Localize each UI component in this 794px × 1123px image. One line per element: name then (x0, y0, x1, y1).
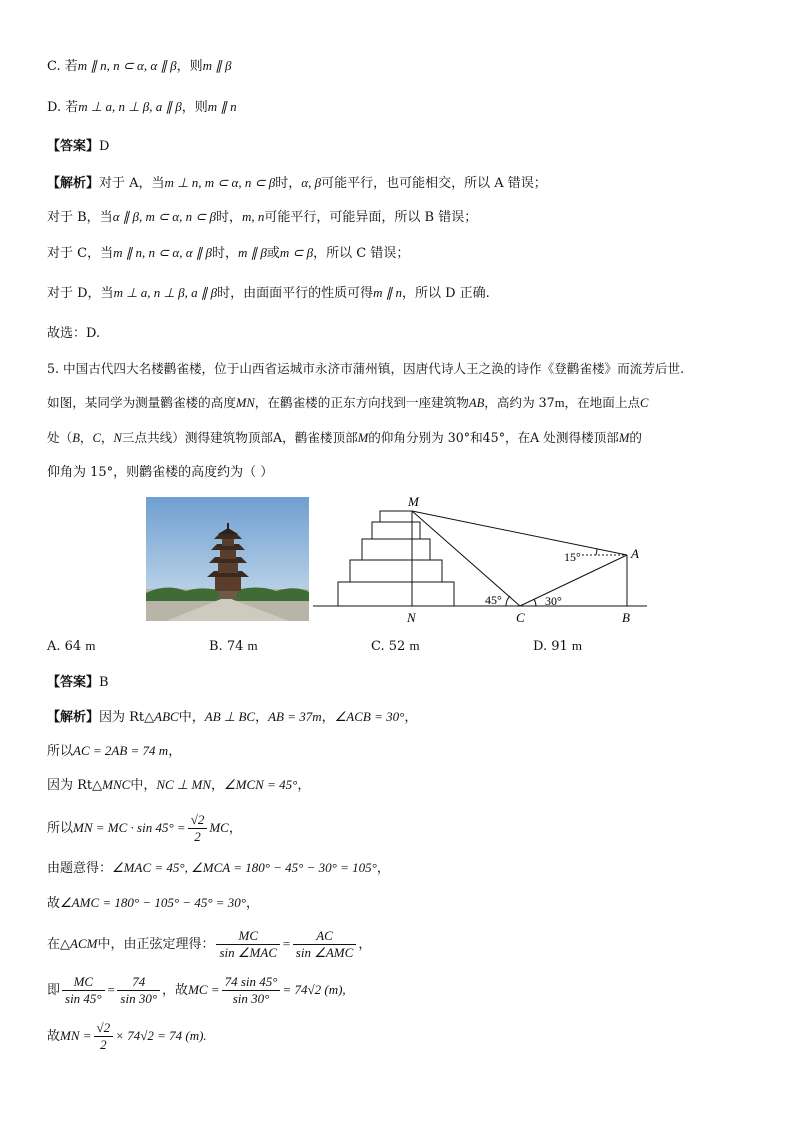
numerator: 74 sin 45° (222, 974, 281, 991)
fraction (293, 928, 357, 961)
text: 中， (178, 710, 205, 725)
math: m ∥ β (238, 245, 267, 260)
text: 在△ (47, 937, 70, 952)
math: m ∥ n, n ⊂ α, α ∥ β (113, 245, 212, 260)
q4-analysis-line-3 (47, 243, 409, 264)
math: M (618, 431, 630, 445)
option-d[interactable] (533, 638, 582, 654)
text: 仰角为 15°，则鹳雀楼的高度约为（ ） (47, 465, 274, 480)
angle-30: 30° (545, 594, 562, 608)
text: ，所以 D 正确. (401, 286, 490, 301)
text: ， (246, 896, 260, 911)
text: 如图，某同学为测量鹳雀楼的高度 (47, 395, 236, 410)
text: ， (376, 861, 390, 876)
option-label: A. 64 (47, 639, 82, 654)
fraction (117, 974, 160, 1007)
math: = (106, 982, 116, 997)
label-M: M (408, 494, 419, 509)
text: ， (228, 821, 242, 836)
option-c-label: C. 若 (47, 59, 78, 74)
denominator: sin ∠MAC (219, 945, 277, 960)
denominator: 2 (194, 829, 201, 844)
math: N (113, 431, 122, 445)
math: α ∥ β, m ⊂ α, n ⊂ β (112, 209, 216, 224)
math: = 74√2 (m), (282, 982, 346, 997)
fraction (94, 1020, 114, 1053)
option-unit: m (85, 638, 96, 653)
text: 所以 (47, 821, 74, 836)
math: AB (468, 396, 485, 410)
text: 时， (215, 210, 242, 225)
option-unit: m (409, 638, 420, 653)
text: 因为 Rt△ (47, 778, 103, 793)
text: 的仰角分别为 30°和45°，在A 处测得楼顶部 (368, 430, 619, 445)
answer-value: D (99, 139, 110, 154)
fraction (216, 928, 280, 961)
text: 时， (212, 246, 239, 261)
option-d (47, 97, 237, 118)
q5-analysis-line-8 (47, 970, 346, 1011)
text: ，高约为 37 (484, 395, 555, 410)
math: MC (209, 820, 229, 835)
q5-stem-line-3 (47, 428, 642, 448)
option-c-expr: m ∥ n, n ⊂ α, α ∥ β (77, 58, 177, 73)
label-B: B (622, 610, 630, 625)
math: ∠ACB = 30° (334, 709, 405, 724)
option-d-label: D. 若 (47, 100, 79, 115)
answer-tag: 【答案】 (47, 675, 100, 690)
text: 中，由正弦定理得： (97, 937, 215, 952)
math: ACM (70, 936, 98, 951)
text: ， (358, 937, 372, 952)
text: 三点共线）测得建筑物顶部A，鹳雀楼顶部 (121, 430, 358, 445)
fraction (188, 812, 208, 845)
numerator: 74 (117, 974, 160, 991)
math: = (282, 936, 291, 951)
math: m ⊂ β (279, 245, 314, 260)
unit: m (554, 396, 565, 410)
q5-analysis-line-7 (47, 924, 371, 965)
q4-answer (47, 137, 109, 157)
text: ， (79, 430, 93, 445)
text: 故选：D. (47, 326, 101, 341)
denominator: 2 (100, 1037, 107, 1052)
text: ， (404, 710, 418, 725)
option-label: C. 52 (371, 639, 406, 654)
option-label: D. 91 (533, 639, 568, 654)
option-unit: m (571, 638, 583, 653)
text: ， (168, 744, 182, 759)
text: 处（ (47, 430, 73, 445)
math: MN = MC · sin 45° = (73, 820, 186, 835)
text: 对于 A，当 (99, 176, 165, 191)
q5-stem-line-2 (47, 393, 648, 413)
text: 故 (47, 896, 61, 911)
denominator: sin ∠AMC (295, 945, 354, 960)
q5-stem-line-1 (47, 359, 684, 379)
q5-analysis-line-5 (47, 858, 390, 879)
q5-analysis-line-1 (47, 707, 417, 728)
math: AC = 2AB = 74 m (73, 743, 169, 758)
option-d-sep: ，则 (181, 100, 208, 115)
option-c-conclusion: m ∥ β (202, 58, 232, 73)
math: M (357, 431, 369, 445)
math: ∠MCN = 45° (224, 777, 298, 792)
geometry-diagram (310, 492, 655, 627)
text: 所以 (47, 744, 74, 759)
q5-analysis-line-3 (47, 775, 310, 796)
numerator: MC (62, 974, 105, 991)
option-c (47, 56, 232, 77)
label-A: A (631, 546, 639, 561)
text: ， (321, 710, 335, 725)
text: ， (255, 710, 269, 725)
text: ， (100, 430, 114, 445)
analysis-tag: 【解析】 (47, 176, 100, 191)
text: 即 (47, 983, 61, 998)
option-c-sep: ，则 (176, 59, 203, 74)
q4-choose (47, 324, 100, 344)
option-d-conclusion: m ∥ n (207, 99, 237, 114)
math: AB = 37m (268, 709, 322, 724)
q4-analysis-line-4 (47, 283, 490, 304)
q5-answer (47, 673, 109, 693)
text: ，在地面上点 (564, 395, 641, 410)
denominator: sin 30° (232, 991, 270, 1006)
label-C: C (516, 610, 525, 625)
option-b[interactable] (209, 638, 258, 654)
math: MN (235, 396, 255, 410)
math: MC = (188, 982, 220, 997)
math: ∠MAC = 45°, ∠MCA = 180° − 45° − 30° = 105° (112, 860, 377, 875)
text: ，所以 C 错误； (313, 246, 410, 261)
numerator: AC (293, 928, 357, 945)
text: ，在鹳雀楼的正东方向找到一座建筑物 (254, 395, 469, 410)
math: MNC (102, 777, 131, 792)
numerator: MC (216, 928, 280, 945)
text: 对于 D，当 (47, 286, 114, 301)
angle-45: 45° (485, 593, 502, 607)
q4-analysis-line-2 (47, 207, 477, 228)
text: 因为 Rt△ (99, 710, 155, 725)
math: m ⊥ n, m ⊂ α, n ⊂ β (164, 175, 276, 190)
numerator: √2 (188, 812, 208, 829)
text: ，故 (162, 983, 189, 998)
denominator: sin 30° (120, 991, 158, 1006)
math: C (92, 431, 101, 445)
q5-analysis-line-6 (47, 893, 259, 914)
math: MN = (60, 1028, 92, 1043)
option-d-expr: m ⊥ a, n ⊥ β, a ∥ β (78, 99, 182, 114)
analysis-tag: 【解析】 (47, 710, 100, 725)
math: B (72, 431, 80, 445)
text: 对于 B，当 (47, 210, 113, 225)
text: 5. 中国古代四大名楼鹳雀楼，位于山西省运城市永济市蒲州镇，因唐代诗人王之涣的诗作《登鹳雀楼》而流芳后世. (47, 361, 685, 376)
math: C (640, 396, 649, 410)
math: ABC (154, 709, 179, 724)
text: 由题意得： (47, 861, 113, 876)
text: 的 (629, 430, 642, 445)
tower-photo (146, 497, 309, 621)
numerator: √2 (94, 1020, 114, 1037)
math: NC ⊥ MN (156, 777, 212, 792)
text: 故 (47, 1029, 61, 1044)
text: 对于 C，当 (47, 246, 114, 261)
option-label: B. 74 (209, 639, 244, 654)
option-c[interactable] (371, 638, 420, 654)
text: 可能平行，可能异面，所以 B 错误； (264, 210, 478, 225)
q5-analysis-line-9 (47, 1016, 207, 1057)
text: 时， (275, 176, 302, 191)
math: AB ⊥ BC (204, 709, 256, 724)
answer-tag: 【答案】 (47, 139, 100, 154)
q5-analysis-line-2 (47, 741, 181, 762)
text: ， (211, 778, 225, 793)
text: 中， (130, 778, 157, 793)
text: 可能平行，也可能相交，所以 A 错误； (321, 176, 547, 191)
fraction (62, 974, 105, 1007)
math: ∠AMC = 180° − 105° − 45° = 30° (60, 895, 246, 910)
q4-analysis-line-1 (47, 173, 547, 194)
text: 时，由面面平行的性质可得 (217, 286, 374, 301)
fraction (222, 974, 281, 1007)
option-unit: m (247, 638, 258, 653)
text: ， (297, 778, 311, 793)
answer-value: B (99, 675, 109, 690)
math: × 74√2 = 74 (m). (115, 1028, 207, 1043)
q5-analysis-line-4 (47, 808, 242, 849)
option-a[interactable] (47, 638, 95, 654)
denominator: sin 45° (65, 991, 102, 1006)
math: m ∥ n (373, 285, 402, 300)
q5-stem-line-4 (47, 463, 273, 483)
text: 或 (266, 246, 280, 261)
math: m ⊥ a, n ⊥ β, a ∥ β (113, 285, 218, 300)
math: α, β (301, 175, 322, 190)
angle-15: 15° (564, 550, 581, 564)
math: m, n (241, 209, 265, 224)
label-N: N (407, 610, 416, 625)
